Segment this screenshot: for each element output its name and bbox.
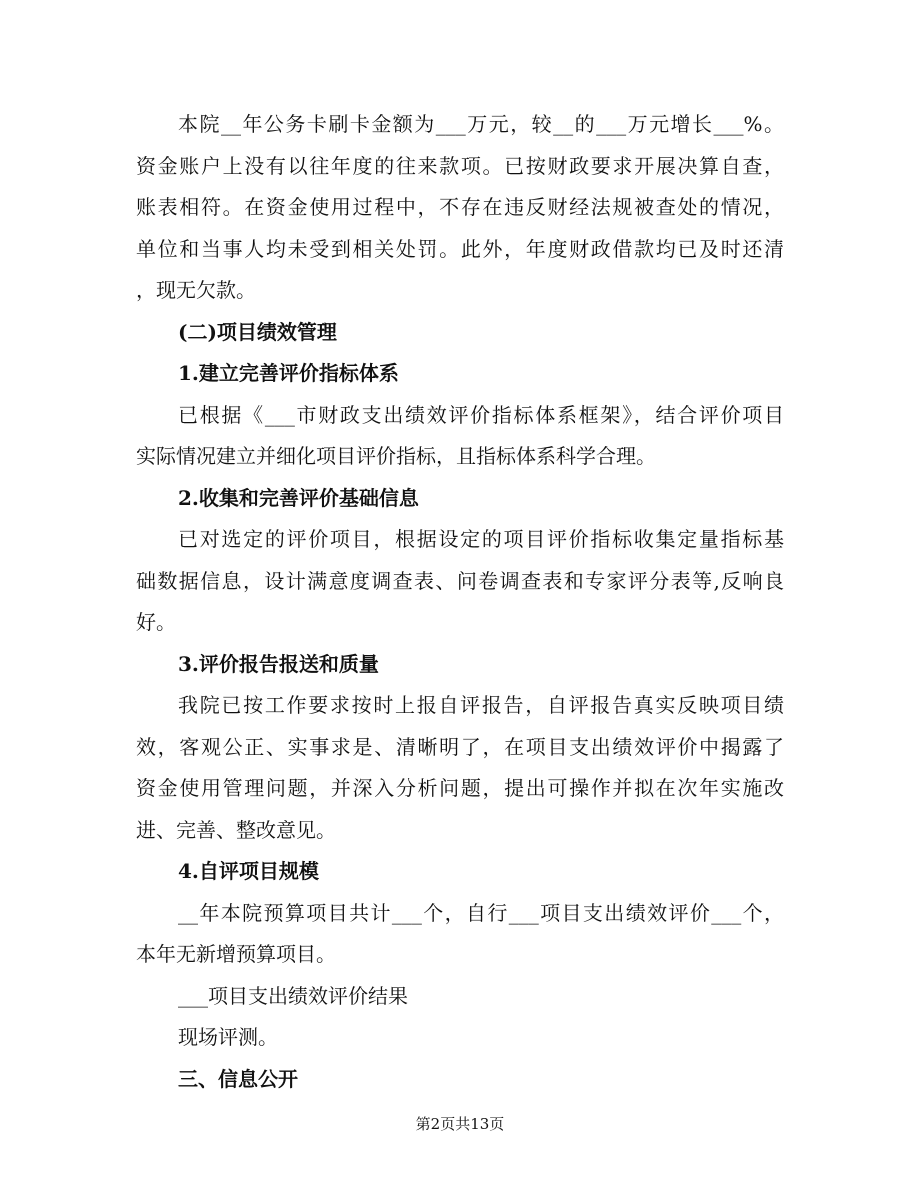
paragraph-line: 资金账户上没有以往年度的往来款项。已按财政要求开展决算自查， — [136, 153, 784, 178]
paragraph-line: 资金使用管理问题，并深入分析问题，提出可操作并拟在次年实施改 — [136, 776, 784, 800]
paragraph-line: 进、完善、整改意见。 — [136, 817, 336, 842]
paragraph-line: ___项目支出绩效评价结果 — [178, 983, 408, 1008]
section-heading: (二)项目绩效管理 — [178, 319, 337, 344]
paragraph-line: 已根据《___市财政支出绩效评价指标体系框架》，结合评价项目 — [178, 402, 784, 427]
paragraph-line: 好。 — [136, 610, 176, 634]
document-body — [136, 104, 784, 1100]
paragraph-line: 已对选定的评价项目，根据设定的项目评价指标收集定量指标基 — [178, 527, 784, 551]
paragraph-line: 本年无新增预算项目。 — [136, 942, 336, 966]
paragraph-line: 本院__年公务卡刷卡金额为___万元，较__的___万元增长___%。 — [178, 112, 784, 136]
paragraph-line: 我院已按工作要求按时上报自评报告，自评报告真实反映项目绩 — [178, 693, 784, 717]
section-heading: 1.建立完善评价指标体系 — [178, 361, 399, 385]
section-heading: 2.收集和完善评价基础信息 — [178, 485, 419, 510]
section-heading: 三、信息公开 — [178, 1066, 298, 1091]
paragraph-line: ，现无欠款。 — [136, 278, 256, 302]
section-heading: 3.评价报告报送和质量 — [178, 651, 379, 676]
paragraph-line: 实际情况建立并细化项目评价指标，且指标体系科学合理。 — [136, 444, 656, 468]
paragraph-line: 现场评测。 — [178, 1025, 278, 1049]
paragraph-line: 账表相符。在资金使用过程中，不存在违反财经法规被查处的情况， — [136, 195, 784, 219]
section-heading: 4.自评项目规模 — [178, 859, 319, 883]
page-footer: 第2页共13页 — [415, 1115, 505, 1133]
paragraph-line: 础数据信息，设计满意度调查表、问卷调查表和专家评分表等,反响良 — [136, 568, 784, 593]
paragraph-line: 单位和当事人均未受到相关处罚。此外，年度财政借款均已及时还清 — [136, 236, 784, 261]
paragraph-line: 效，客观公正、实事求是、清晰明了，在项目支出绩效评价中揭露了 — [136, 734, 784, 759]
paragraph-line: __年本院预算项目共计___个，自行___项目支出绩效评价___个， — [178, 900, 784, 925]
